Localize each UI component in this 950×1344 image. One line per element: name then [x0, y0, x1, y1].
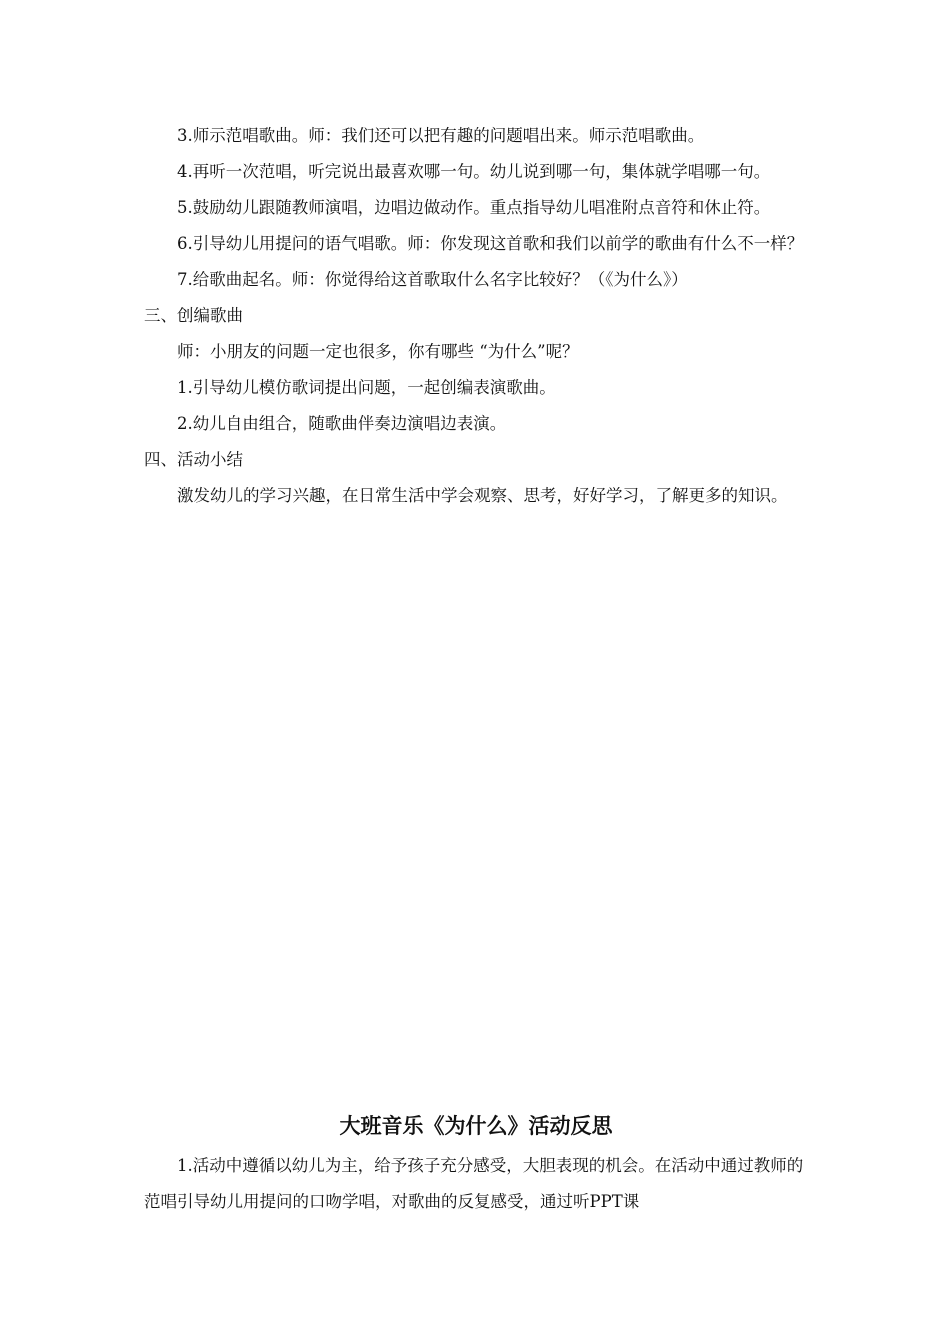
section-three-heading: 三、创编歌曲: [144, 306, 243, 325]
step-6: 6.引导幼儿用提问的语气唱歌。师：你发现这首歌和我们以前学的歌曲有什么不一样？: [177, 234, 804, 253]
section-three-step-2: 2.幼儿自由组合，随歌曲伴奏边演唱边表演。: [177, 414, 507, 433]
section-four-body: 激发幼儿的学习兴趣，在日常生活中学会观察、思考，好好学习，了解更多的知识。: [177, 486, 788, 505]
reflection-body-block: [144, 1148, 808, 1220]
step-7: 7.给歌曲起名。师：你觉得给这首歌取什么名字比较好？（《为什么》）: [177, 270, 688, 289]
section-four-heading: 四、活动小结: [144, 450, 243, 469]
step-5: 5.鼓励幼儿跟随教师演唱，边唱边做动作。重点指导幼儿唱准附点音符和休止符。: [177, 198, 771, 217]
step-3: 3.师示范唱歌曲。师：我们还可以把有趣的问题唱出来。师示范唱歌曲。: [177, 126, 705, 145]
section-three-step-1: 1.引导幼儿模仿歌词提出问题，一起创编表演歌曲。: [177, 378, 556, 397]
reflection-title: 大班音乐《为什么》活动反思: [339, 1114, 613, 1138]
step-4: 4.再听一次范唱，听完说出最喜欢哪一句。幼儿说到哪一句，集体就学唱哪一句。: [177, 162, 771, 181]
section-three-intro: 师：小朋友的问题一定也很多，你有哪些 “为什么”呢？: [177, 342, 579, 361]
document-body: [144, 118, 808, 514]
reflection-title-block: [144, 1108, 808, 1144]
reflection-body: 1.活动中遵循以幼儿为主，给予孩子充分感受，大胆表现的机会。在活动中通过教师的范唱引导幼儿用提问的口吻学唱，对歌曲的反复感受，通过听PPT课: [144, 1156, 804, 1211]
